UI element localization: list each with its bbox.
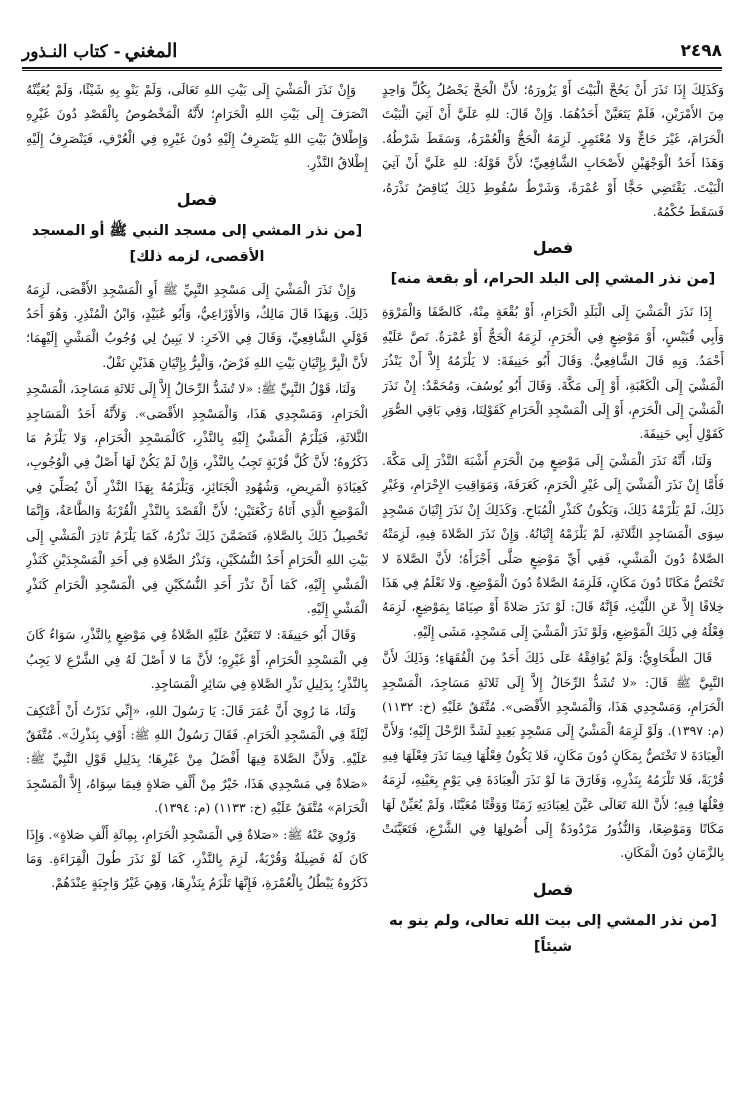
header-rule [22, 67, 722, 69]
section-label: فصل [532, 238, 574, 258]
left-column [26, 78, 368, 1078]
paragraph: وَلَنَا، قَوْلُ النَّبِيِّ ﷺ: «لا تُشَدُّ الرِّحَالُ إِلاَّ إِلَى ثَلاثَةِ مَسَاجِدَ، الْمَسْجِدِ الْحَرَامِ، وَمَسْجِدِي هَذَا، وَالْمَسْجِدِ الأَقْصَى». وَلأَنَّهُ أَحَدُ الْمَسَاجِدِ الثَّلاثَةِ، فَيَلْزَمُ الْمَشْيُ إِلَيْهِ بِالنَّذْرِ، كَالْمَسْجِدِ الْحَرَامِ، وَلا يَلْزَمُ مَا ذَكَرُوهُ؛ لأَنَّ كُلَّ قُرْبَةٍ تَجِبُ بِالنَّذْرِ، وَإِنْ لَمْ يَكُنْ لَهَا أَصْلٌ فِي الْوُجُوبِ، كَعِيَادَةِ الْمَرِيضِ، وَشُهُودِ الْجَنَائِزِ، وَيَلْزَمُهُ بِهَذَا النَّذْرِ أَنْ يُصَلِّيَ فِي الْمَوْضِعِ الَّذِي أَتَاهُ رَكْعَتَيْنِ؛ لأَنَّ الْقَصْدَ بِالنَّذْرِ الْقُرْبَةُ وَالطَّاعَةُ، وَإِنَّمَا تَحْصِيلُ ذَلِكَ بِالصَّلاةِ، فَتَضَمَّنَ ذَلِكَ نَذْرُهُ، كَمَا يَلْزَمُ نَاذِرَ الْمَشْيِ إِلَى بَيْتِ اللهِ الْحَرَامِ أَحَدُ النُّسُكَيْنِ، وَنَذْرُ الصَّلاةِ فِي أَحَدِ الْمَسْجِدَيْنِ كَنَذْرِ الْمَشْيِ إِلَيْهِ، كَمَا أَنَّ نَذْرَ أَحَدِ النُّسُكَيْنِ فِي الْمَسْجِدِ الْحَرَامِ كَنَذْرِ الْمَشْيِ إِلَيْهِ. [26, 381, 368, 616]
book-section: - كتاب النـذور [22, 42, 121, 62]
book-brand: المغني [124, 40, 178, 62]
section-title: [من نذر المشي إلى البلد الحرام، أو بقعة منه] [390, 271, 716, 288]
right-column [382, 78, 724, 1078]
section-title: [من نذر المشي إلى بيت الله تعالى، ولم ينو به شيئاً] [389, 912, 717, 955]
page-number: ٢٤٩٨ [680, 41, 722, 61]
book-title [22, 40, 177, 62]
paragraph: وَقَالَ أَبُو حَنِيفَةَ: لا تَتَعَيَّنُ عَلَيْهِ الصَّلاةُ فِي مَوْضِعٍ بِالنَّذْرِ، سَوَاءٌ كَانَ فِي الْمَسْجِدِ الْحَرَامِ، أَوْ غَيْرِهِ؛ لأَنَّ مَا لا أَصْلَ لَهُ فِي الشَّرْعِ لا يَجِبُ بِالنَّذْرِ؛ بِدَلِيلِ نَذْرِ الصَّلاةِ فِي سَائِرِ الْمَسَاجِدِ. [26, 627, 368, 692]
paragraph: وَرُوِيَ عَنْهُ ﷺ: «صَلاةٌ فِي الْمَسْجِدِ الْحَرَامِ، بِمِائَةِ أَلْفِ صَلاةٍ». وَإِذَا كَانَ لَهُ فَضِيلَةٌ وَقُرْبَةٌ، لَزِمَ بِالنَّذْرِ، كَمَا لَوْ نَذَرَ طُولَ الْقِرَاءَةِ. وَمَا ذَكَرُوهُ يَبْطُلُ بِالْعُمْرَةِ، فَإِنَّهَا تَلْزَمُ بِنَذْرِهَا، وَهِيَ غَيْرُ وَاجِبَةٍ عِنْدَهُمْ. [26, 826, 368, 891]
paragraph: وَإِنْ نَذَرَ الْمَشْيَ إِلَى بَيْتِ اللهِ تَعَالَى، وَلَمْ يَنْوِ بِهِ شَيْئًا، وَلَمْ يُعَيِّنْهُ انْصَرَفَ إِلَى بَيْتِ اللهِ الْحَرَامِ؛ لأَنَّهُ الْمَخْصُوصُ بِالْقَصْدِ دُونَ غَيْرِهِ وَإِطْلاقُ بَيْتِ اللهِ يَنْصَرِفُ إِلَيْهِ دُونَ غَيْرِهِ فِي الْعُرْفِ، فَيَنْصَرِفُ إِلَيْهِ إِطْلاقُ النَّذْرِ. [26, 82, 368, 171]
header-rule-thin [22, 70, 722, 71]
section-label: فصل [532, 879, 574, 899]
section-title: [من نذر المشي إلى مسجد النبي ﷺ أو المسجد الأقصى، لزمه ذلك] [31, 222, 363, 265]
paragraph: قَالَ الطَّحَاوِيُّ: وَلَمْ يُوَافِقْهُ عَلَى ذَلِكَ أَحَدٌ مِنَ الْفُقَهَاءِ؛ وَذَلِكَ لأَنَّ النَّبِيَّ ﷺ قَالَ: «لا تُشَدُّ الرِّحَالُ إِلاَّ إِلَى ثَلاثَةِ مَسَاجِدَ، الْمَسْجِدِ الْحَرَامِ، وَمَسْجِدِي هَذَا، وَالْمَسْجِدِ الأَقْصَى». مُتَّفَقٌ عَلَيْهِ (خ: ١١٣٢) (م: ١٣٩٧). وَلَوْ لَزِمَهُ الْمَشْيُ إِلَى مَسْجِدٍ بَعِيدٍ لَشَدَّ الرَّحْلَ إِلَيْهِ؛ وَلأَنَّ الْعِبَادَةَ لا تَخْتَصُّ بِمَكَانٍ دُونَ مَكَانٍ، فَلا يَكُونُ فِعْلُهَا فِيمَا نَذَرَ فِعْلَهَا فِيهِ قُرْبَةً، فَلا تَلْزَمُهُ بِنَذْرِهِ، وَفَارَقَ مَا لَوْ نَذَرَ الْعِبَادَةَ فِي يَوْمٍ بِعَيْنِهِ، لَزِمَهُ فِعْلُهَا فِيهِ؛ لأَنَّ اللهَ تَعَالَى عَيَّنَ لِعِبَادَتِهِ زَمَنًا وَوَقْتًا مُعَيَّنًا، وَلَمْ يُعَيِّنْ لَهَا مَكَانًا وَمَوْضِعًا، وَالنُّذُورُ مَرْدُودَةٌ إِلَى أُصُولِهَا فِي الشَّرْعِ، فَتَعَيَّنَتْ بِالزَّمَانِ دُونَ الْمَكَانِ. [382, 650, 724, 861]
paragraph: وَلَنَا، أَنَّهُ نَذَرَ الْمَشْيَ إِلَى مَوْضِعٍ مِنَ الْحَرَمِ أَشْبَهَ النَّذْرَ إِلَى مَكَّةَ. فَأَمَّا إِنْ نَذَرَ الْمَشْيَ إِلَى غَيْرِ الْحَرَمِ، كَعَرَفَةَ، وَمَوَاقِيتِ الإِحْرَامِ، وَغَيْرِ ذَلِكَ، لَمْ يَلْزَمْهُ ذَلِكَ، وَيَكُونُ كَنَذْرِ الْمُبَاحِ. وَكَذَلِكَ إِنْ نَذَرَ إِتْيَانَ مَسْجِدٍ سِوَى الْمَسَاجِدِ الثَّلاثَةِ، لَمْ يَلْزَمْهُ إِتْيَانُهُ. وَإِنْ نَذَرَ الصَّلاةَ فِيهِ، لَزِمَتْهُ الصَّلاةُ دُونَ الْمَشْيِ، فَفِي أَيِّ مَوْضِعٍ صَلَّى أَجْزَأَهُ؛ لأَنَّ الصَّلاةَ لا تَخْتَصُّ مَكَانًا دُونَ مَكَانٍ، فَلَزِمَهُ الصَّلاةُ دُونَ الْمَوْضِعِ. وَلا نَعْلَمُ فِي هَذَا خِلافًا إِلاَّ عَنِ اللَّيْثِ، فَإِنَّهُ قَالَ: لَوْ نَذَرَ صَلاةً أَوْ صِيَامًا بِمَوْضِعٍ، لَزِمَهُ فِعْلُهُ فِي ذَلِكَ الْمَوْضِعِ، وَلَوْ نَذَرَ الْمَشْيَ إِلَى مَسْجِدٍ، مَشَى إِلَيْهِ. [382, 452, 724, 639]
paragraph: وَكَذَلِكَ إِذَا نَذَرَ أَنْ يَحُجَّ الْبَيْتَ أَوْ يَزُورَهُ؛ لأَنَّ الْحَجَّ يَحْصُلُ بِكُلِّ وَاحِدٍ مِنَ الأَمْرَيْنِ، فَلَمْ يَتَعَيَّنْ أَحَدُهُمَا. وَإِنْ قَالَ: للهِ عَلَيَّ أَنْ آتِيَ الْبَيْتَ الْحَرَامَ، غَيْرَ حَاجٍّ وَلا مُعْتَمِرٍ. لَزِمَهُ الْحَجُّ وَالْعُمْرَةُ، وَسَقَطَ شَرْطُهُ. وَهَذَا أَحَدُ الْوَجْهَيْنِ لأَصْحَابِ الشَّافِعِيِّ؛ لأَنَّ قَوْلَهُ: للهِ عَلَيَّ أَنْ آتِيَ الْبَيْتَ. يَقْتَضِي حَجًّا أَوْ عُمْرَةً، وَشَرْطُ سُقُوطِ ذَلِكَ يُنَاقِضُ نَذْرَهُ، فَسَقَطَ حُكْمُهُ. [382, 82, 724, 220]
paragraph: إِذَا نَذَرَ الْمَشْيَ إِلَى الْبَلَدِ الْحَرَامِ، أَوْ بُقْعَةٍ مِنْهُ، كَالصَّفَا وَالْمَرْوَةِ وَأَبِي قُبَيْسٍ، أَوْ مَوْضِعٍ فِي الْحَرَمِ، لَزِمَهُ الْحَجُّ أَوْ عُمْرَةٌ. نَصَّ عَلَيْهِ أَحْمَدُ. وَبِهِ قَالَ الشَّافِعِيُّ. وَقَالَ أَبُو حَنِيفَةَ: لا يَلْزَمُهُ إِلاَّ أَنْ يَنْذُرَ الْمَشْيَ إِلَى الْكَعْبَةِ، أَوْ إِلَى مَكَّةَ. وَقَالَ أَبُو يُوسُفَ، وَمُحَمَّدٌ: إِنْ نَذَرَ الْمَشْيَ إِلَى الْحَرَمِ، أَوْ إِلَى الْمَسْجِدِ الْحَرَامِ كَقَوْلِنَا، وَفِي بَاقِي الصُّوَرِ كَقَوْلِ أَبِي حَنِيفَةَ. [382, 304, 724, 442]
page-header [22, 36, 722, 66]
paragraph: وَإِنْ نَذَرَ الْمَشْيَ إِلَى مَسْجِدِ النَّبِيِّ ﷺ أَوِ الْمَسْجِدِ الأَقْصَى، لَزِمَهُ ذَلِكَ. وَبِهَذَا قَالَ مَالِكٌ، وَالأَوْزَاعِيُّ، وَأَبُو عُبَيْدٍ، وَابْنُ الْمُنْذِرِ. وَهُوَ أَحَدُ قَوْلَيِ الشَّافِعِيِّ، وَقَالَ فِي الآخَرِ: لا يَبِينُ لِي وُجُوبُ الْمَشْيِ إِلَيْهِمَا؛ لأَنَّ الْبِرَّ بِإِتْيَانِ بَيْتِ اللهِ فَرْضٌ، وَالْبِرُّ بِإِتْيَانِ هَذَيْنِ نَفْلٌ. [26, 281, 368, 370]
paragraph: وَلَنَا، مَا رُوِيَ أَنَّ عُمَرَ قَالَ: يَا رَسُولَ اللهِ، «إِنِّي نَذَرْتُ أَنْ أَعْتَكِفَ لَيْلَةً فِي الْمَسْجِدِ الْحَرَامِ. فَقَالَ رَسُولُ اللهِ ﷺ: أَوْفِ بِنَذْرِكَ». مُتَّفَقٌ عَلَيْهِ. وَلأَنَّ الصَّلاةَ فِيهَا أَفْضَلُ مِنْ غَيْرِهَا؛ بِدَلِيلِ قَوْلِ النَّبِيِّ ﷺ: «صَلاةٌ فِي مَسْجِدِي هَذَا، خَيْرٌ مِنْ أَلْفِ صَلاةٍ فِيمَا سِوَاهُ، إِلاَّ الْمَسْجِدَ الْحَرَامَ» مُتَّفَقٌ عَلَيْهِ (خ: ١١٣٣) (م: ١٣٩٤). [26, 702, 368, 816]
section-label: فصل [176, 189, 218, 209]
